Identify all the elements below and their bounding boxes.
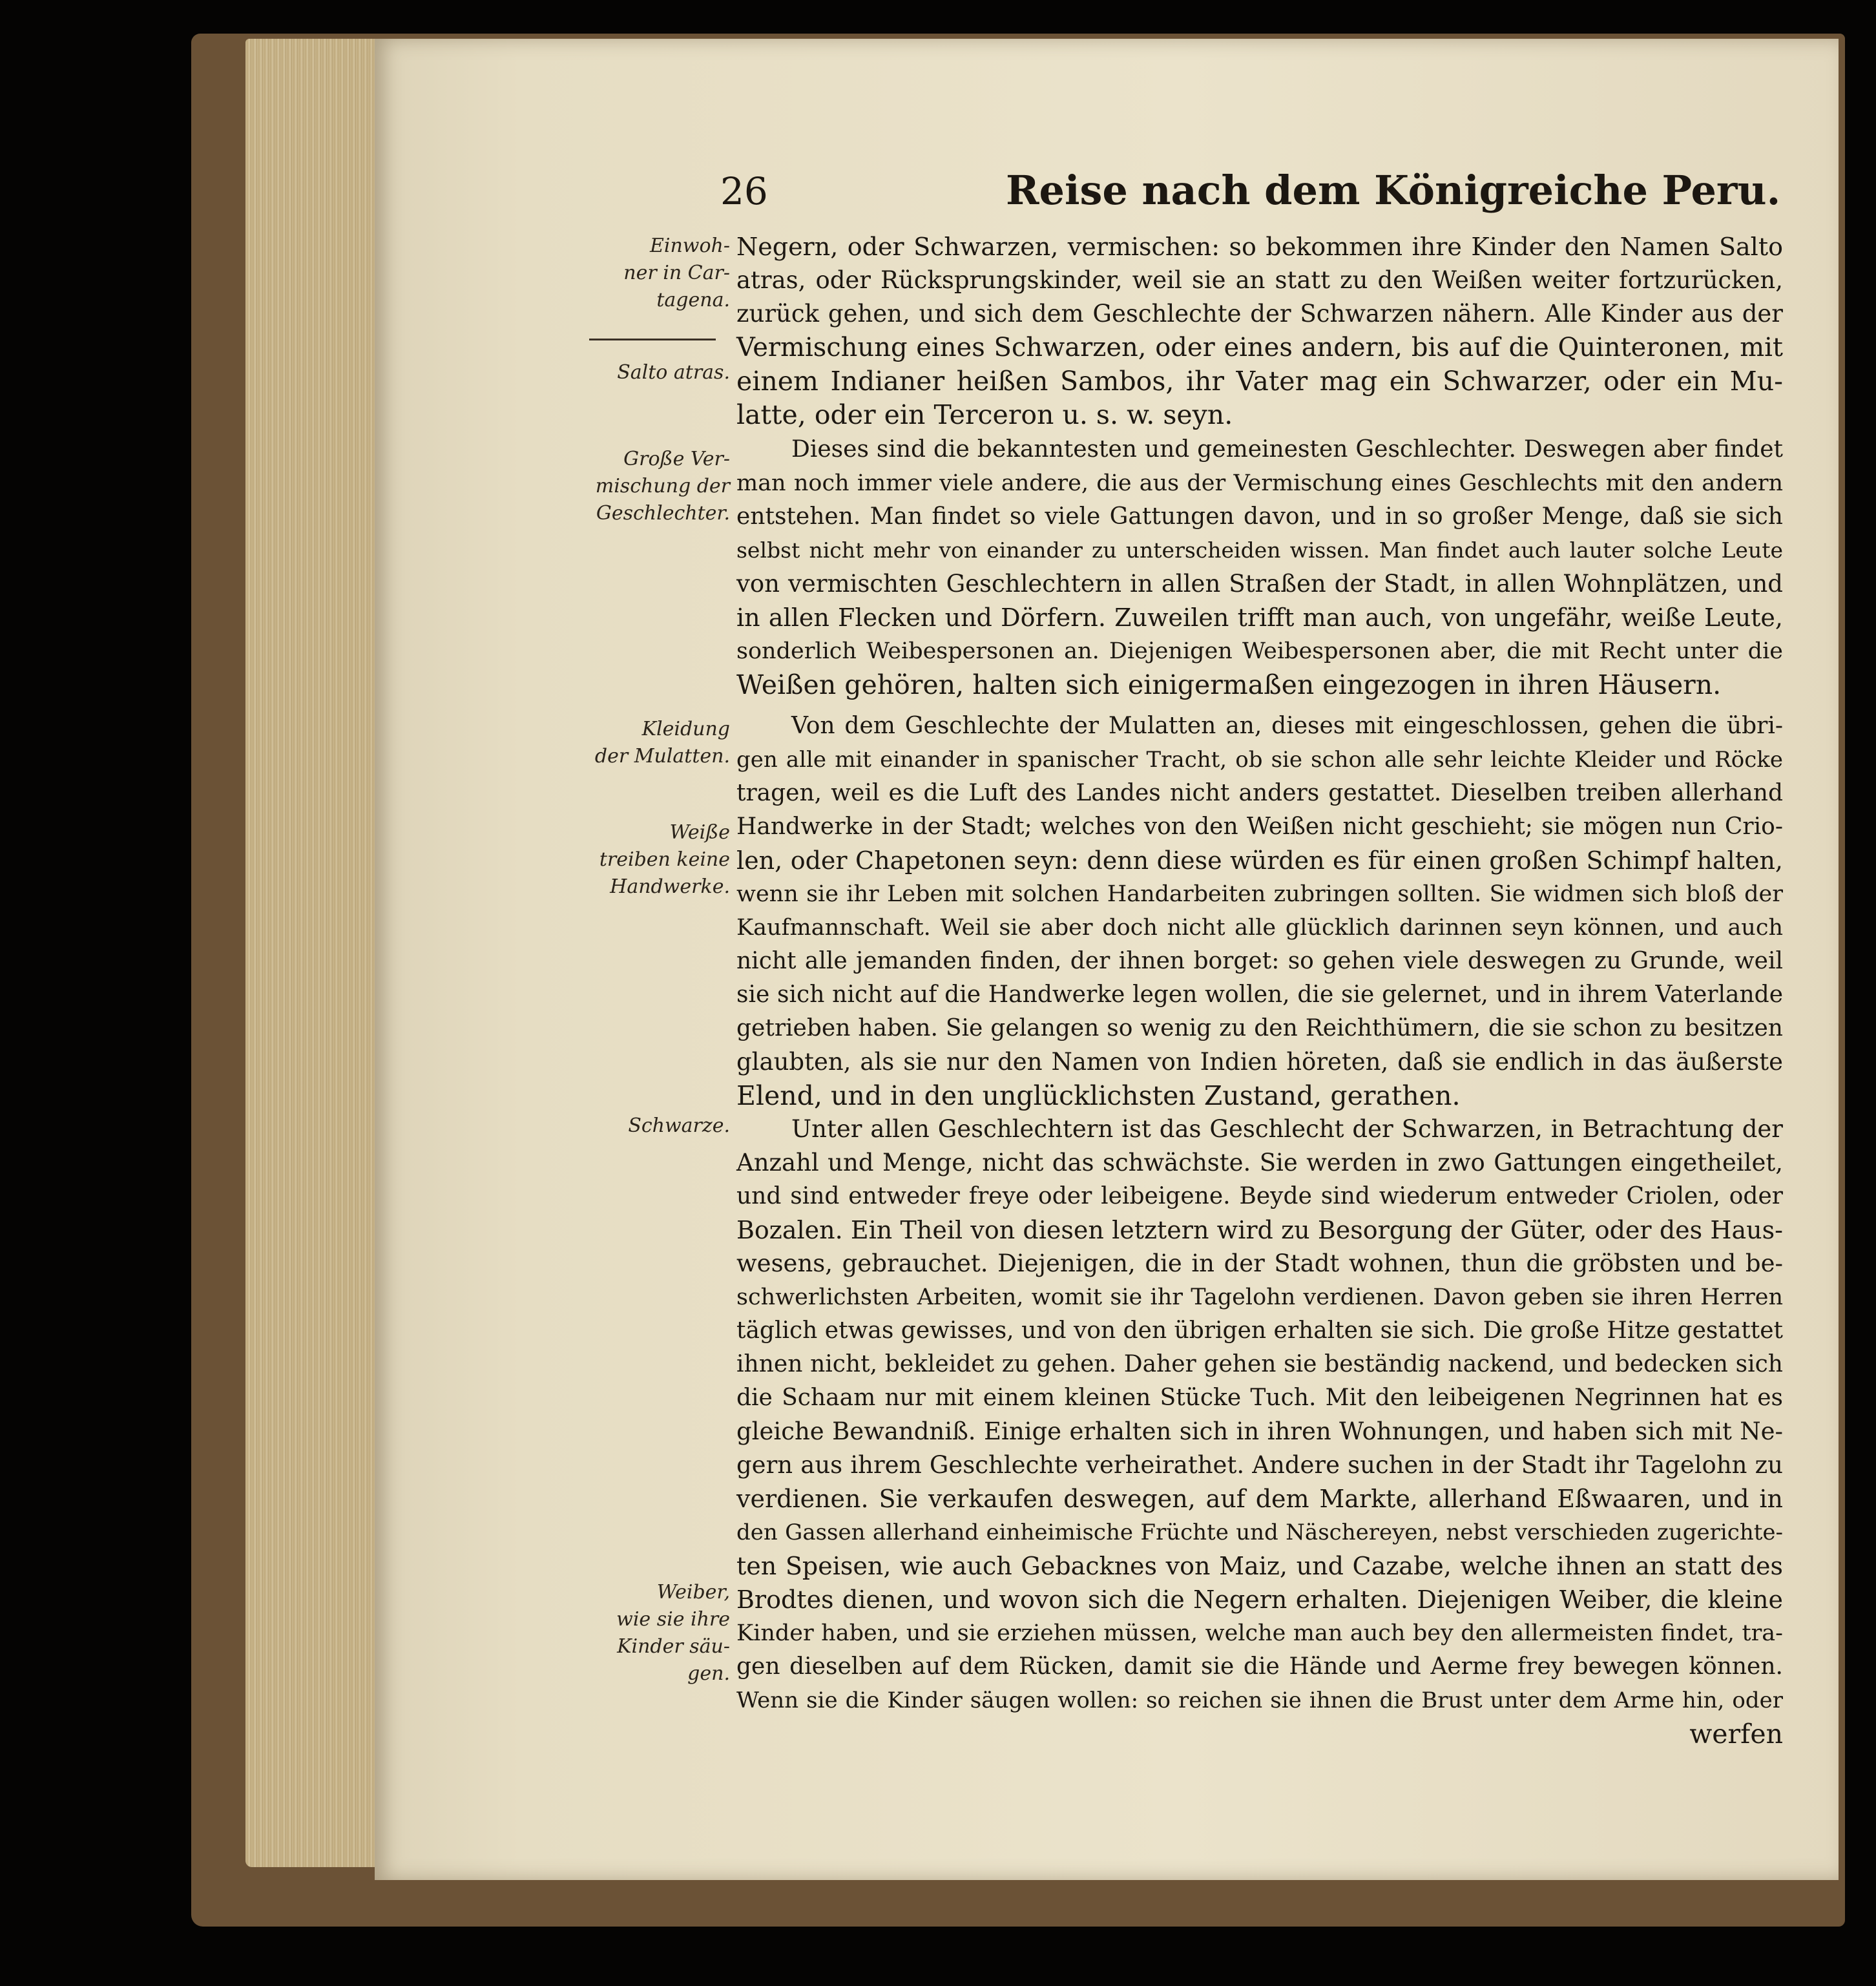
text-line: Bozalen. Ein Theil von diesen letztern wird zu Besorgung der Güter, oder des Haus- — [736, 1216, 1783, 1244]
text-line: einem Indianer heißen Sambos, ihr Vater mag ein Schwarzer, oder ein Mu- — [736, 366, 1783, 397]
text-line: ten Speisen, wie auch Gebacknes von Maiz, und Cazabe, welche ihnen an statt des — [736, 1552, 1783, 1580]
text-line: ihnen nicht, bekleidet zu gehen. Daher gehen sie beständig nackend, und bedecken sich — [736, 1351, 1783, 1377]
text-line: verdienen. Sie verkaufen deswegen, auf dem Markte, allerhand Eßwaaren, und in — [736, 1485, 1783, 1513]
text-line: die Schaam nur mit einem kleinen Stücke Tuch. Mit den leibeigenen Negrinnen hat es — [736, 1385, 1783, 1411]
text-line: glaubten, als sie nur den Namen von Indien höreten, daß sie endlich in das äußerste — [736, 1048, 1783, 1076]
side-note: Weiße treiben keine Handwerke. — [599, 821, 730, 898]
text-line: täglich etwas gewisses, und von den übrigen erhalten sie sich. Die große Hitze gestattet — [736, 1317, 1783, 1344]
text-line: Vermischung eines Schwarzen, oder eines andern, bis auf die Quinteronen, mit — [736, 333, 1783, 362]
text-line: Wenn sie die Kinder säugen wollen: so reichen sie ihnen die Brust unter dem Arme hin, oder — [736, 1688, 1783, 1713]
text-line: Unter allen Geschlechtern ist das Geschlecht der Schwarzen, in Betrachtung der — [791, 1115, 1783, 1143]
text-line: gleiche Bewandniß. Einige erhalten sich in ihren Wohnungen, und haben sich mit Ne- — [736, 1417, 1783, 1445]
side-note: Einwoh- ner in Car- tagena. — [623, 235, 730, 311]
text-line: man noch immer viele andere, die aus der Vermischung eines Geschlechts mit den andern — [736, 470, 1783, 496]
text-line: wesens, gebrauchet. Diejenigen, die in der Stadt wohnen, thun die gröbsten und be- — [736, 1249, 1783, 1277]
page-header — [720, 169, 1831, 221]
side-note-bracket — [589, 327, 716, 340]
text-line: den Gassen allerhand einheimische Früchte und Näschereyen, nebst verschieden zugerichte- — [736, 1520, 1783, 1545]
text-line: Anzahl und Menge, nicht das schwächste. Sie werden in zwo Gattungen eingetheilet, — [736, 1149, 1783, 1176]
text-line: Kaufmannschaft. Weil sie aber doch nicht alle glücklich darinnen seyn können, und auch — [736, 915, 1783, 941]
text-line: in allen Flecken und Dörfern. Zuweilen trifft man auch, von ungefähr, weiße Leute, — [736, 603, 1783, 632]
text-line: gen dieselben auf dem Rücken, damit sie die Hände und Aerme frey bewegen können. — [736, 1653, 1783, 1680]
text-line: Weißen gehören, halten sich einigermaßen eingezogen in ihren Häusern. — [736, 669, 1722, 700]
text-line: gern aus ihrem Geschlechte verheirathet. Andere suchen in der Stadt ihr Tagelohn zu — [736, 1451, 1783, 1479]
text-line: sie sich nicht auf die Handwerke legen wollen, die sie gelernet, und in ihrem Vaterlande — [736, 981, 1783, 1008]
catchword: werfen — [1689, 1719, 1783, 1750]
text-line: selbst nicht mehr von einander zu unterscheiden wissen. Man findet auch lauter solche Leute — [736, 538, 1783, 563]
side-note: Kleidung der Mulatten. — [594, 718, 730, 768]
side-note: Weiber, wie sie ihre Kinder säu- gen. — [616, 1581, 730, 1685]
side-note: Schwarze. — [628, 1114, 730, 1137]
text-line: sonderlich Weibespersonen an. Diejenigen Weibespersonen aber, die mit Recht unter die — [736, 638, 1783, 664]
text-line: Handwerke in der Stadt; welches von den Weißen nicht geschieht; sie mögen nun Crio- — [736, 813, 1783, 840]
text-line: getrieben haben. Sie gelangen so wenig zu den Reichthümern, die sie schon zu besitzen — [736, 1015, 1783, 1041]
text-line: Brodtes dienen, und wovon sich die Negern erhalten. Diejenigen Weiber, die kleine — [736, 1585, 1783, 1614]
text-line: entstehen. Man findet so viele Gattungen davon, und in so großer Menge, daß sie sich — [736, 503, 1783, 530]
text-line: und sind entweder freye oder leibeigene. Beyde sind wiederum entweder Criolen, oder — [736, 1183, 1783, 1209]
text-line: Von dem Geschlechte der Mulatten an, dieses mit eingeschlossen, gehen die übri- — [791, 713, 1783, 739]
text-line: schwerlichsten Arbeiten, womit sie ihr Tagelohn verdienen. Davon geben sie ihren Herren — [736, 1284, 1783, 1310]
text-line: tragen, weil es die Luft des Landes nicht anders gestattet. Dieselben treiben allerhand — [736, 780, 1783, 806]
page-number: 26 — [720, 169, 768, 213]
text-line: Dieses sind die bekanntesten und gemeinesten Geschlechter. Deswegen aber findet — [791, 436, 1783, 463]
text-line: Elend, und in den unglücklichsten Zustand, gerathen. — [736, 1080, 1461, 1111]
text-line: Negern, oder Schwarzen, vermischen: so bekommen ihre Kinder den Namen Salto — [736, 233, 1783, 261]
running-head: Reise nach dem Königreiche Peru. — [1006, 167, 1781, 214]
text-line: nicht alle jemanden finden, der ihnen borget: so gehen viele deswegen zu Grunde, weil — [736, 948, 1783, 974]
text-line: atras, oder Rücksprungskinder, weil sie an statt zu den Weißen weiter fortzurücken, — [736, 266, 1783, 294]
text-line: wenn sie ihr Leben mit solchen Handarbeiten zubringen sollten. Sie widmen sich bloß der — [736, 881, 1783, 907]
text-line: len, oder Chapetonen seyn: denn diese würden es für einen großen Schimpf halten, — [736, 846, 1783, 875]
text-line: zurück gehen, und sich dem Geschlechte der Schwarzen nähern. Alle Kinder aus der — [736, 300, 1783, 328]
text-line: gen alle mit einander in spanischer Tracht, ob sie schon alle sehr leichte Kleider und Röcke — [736, 747, 1783, 773]
side-note: Große Ver- mischung der Geschlechter. — [595, 448, 730, 525]
text-line: latte, oder ein Terceron u. s. w. seyn. — [736, 399, 1233, 430]
side-note: Salto atras. — [617, 361, 730, 384]
text-line: von vermischten Geschlechtern in allen Straßen der Stadt, in allen Wohnplätzen, und — [736, 570, 1783, 598]
text-line: Kinder haben, und sie erziehen müssen, welche man auch bey den allermeisten findet, tra- — [736, 1620, 1783, 1646]
